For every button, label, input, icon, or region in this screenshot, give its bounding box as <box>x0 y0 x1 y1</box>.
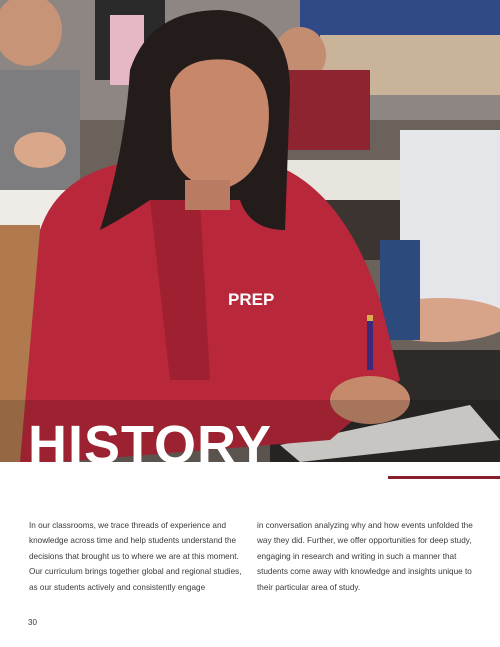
body-column-right <box>257 518 477 595</box>
section-headline: HISTORY <box>28 415 273 475</box>
body-text-right: in conversation analyzing why and how events unfolded the way they did. Further, we offer opportunities for deep study, engaging in research and writing in such a manner that students come away with knowledge and insights unique to their particular area of study. <box>257 521 473 592</box>
body-column-left <box>29 518 249 595</box>
accent-rule <box>388 476 500 479</box>
page-number: 30 <box>28 618 37 627</box>
body-text-left: In our classrooms, we trace threads of experience and knowledge across time and help students understand the decisions that brought us to where we are at this moment. Our curriculum brings together global and regional studies, as our students actively and consistently engage <box>29 521 242 592</box>
sweatshirt-logo: PREP <box>228 290 275 309</box>
